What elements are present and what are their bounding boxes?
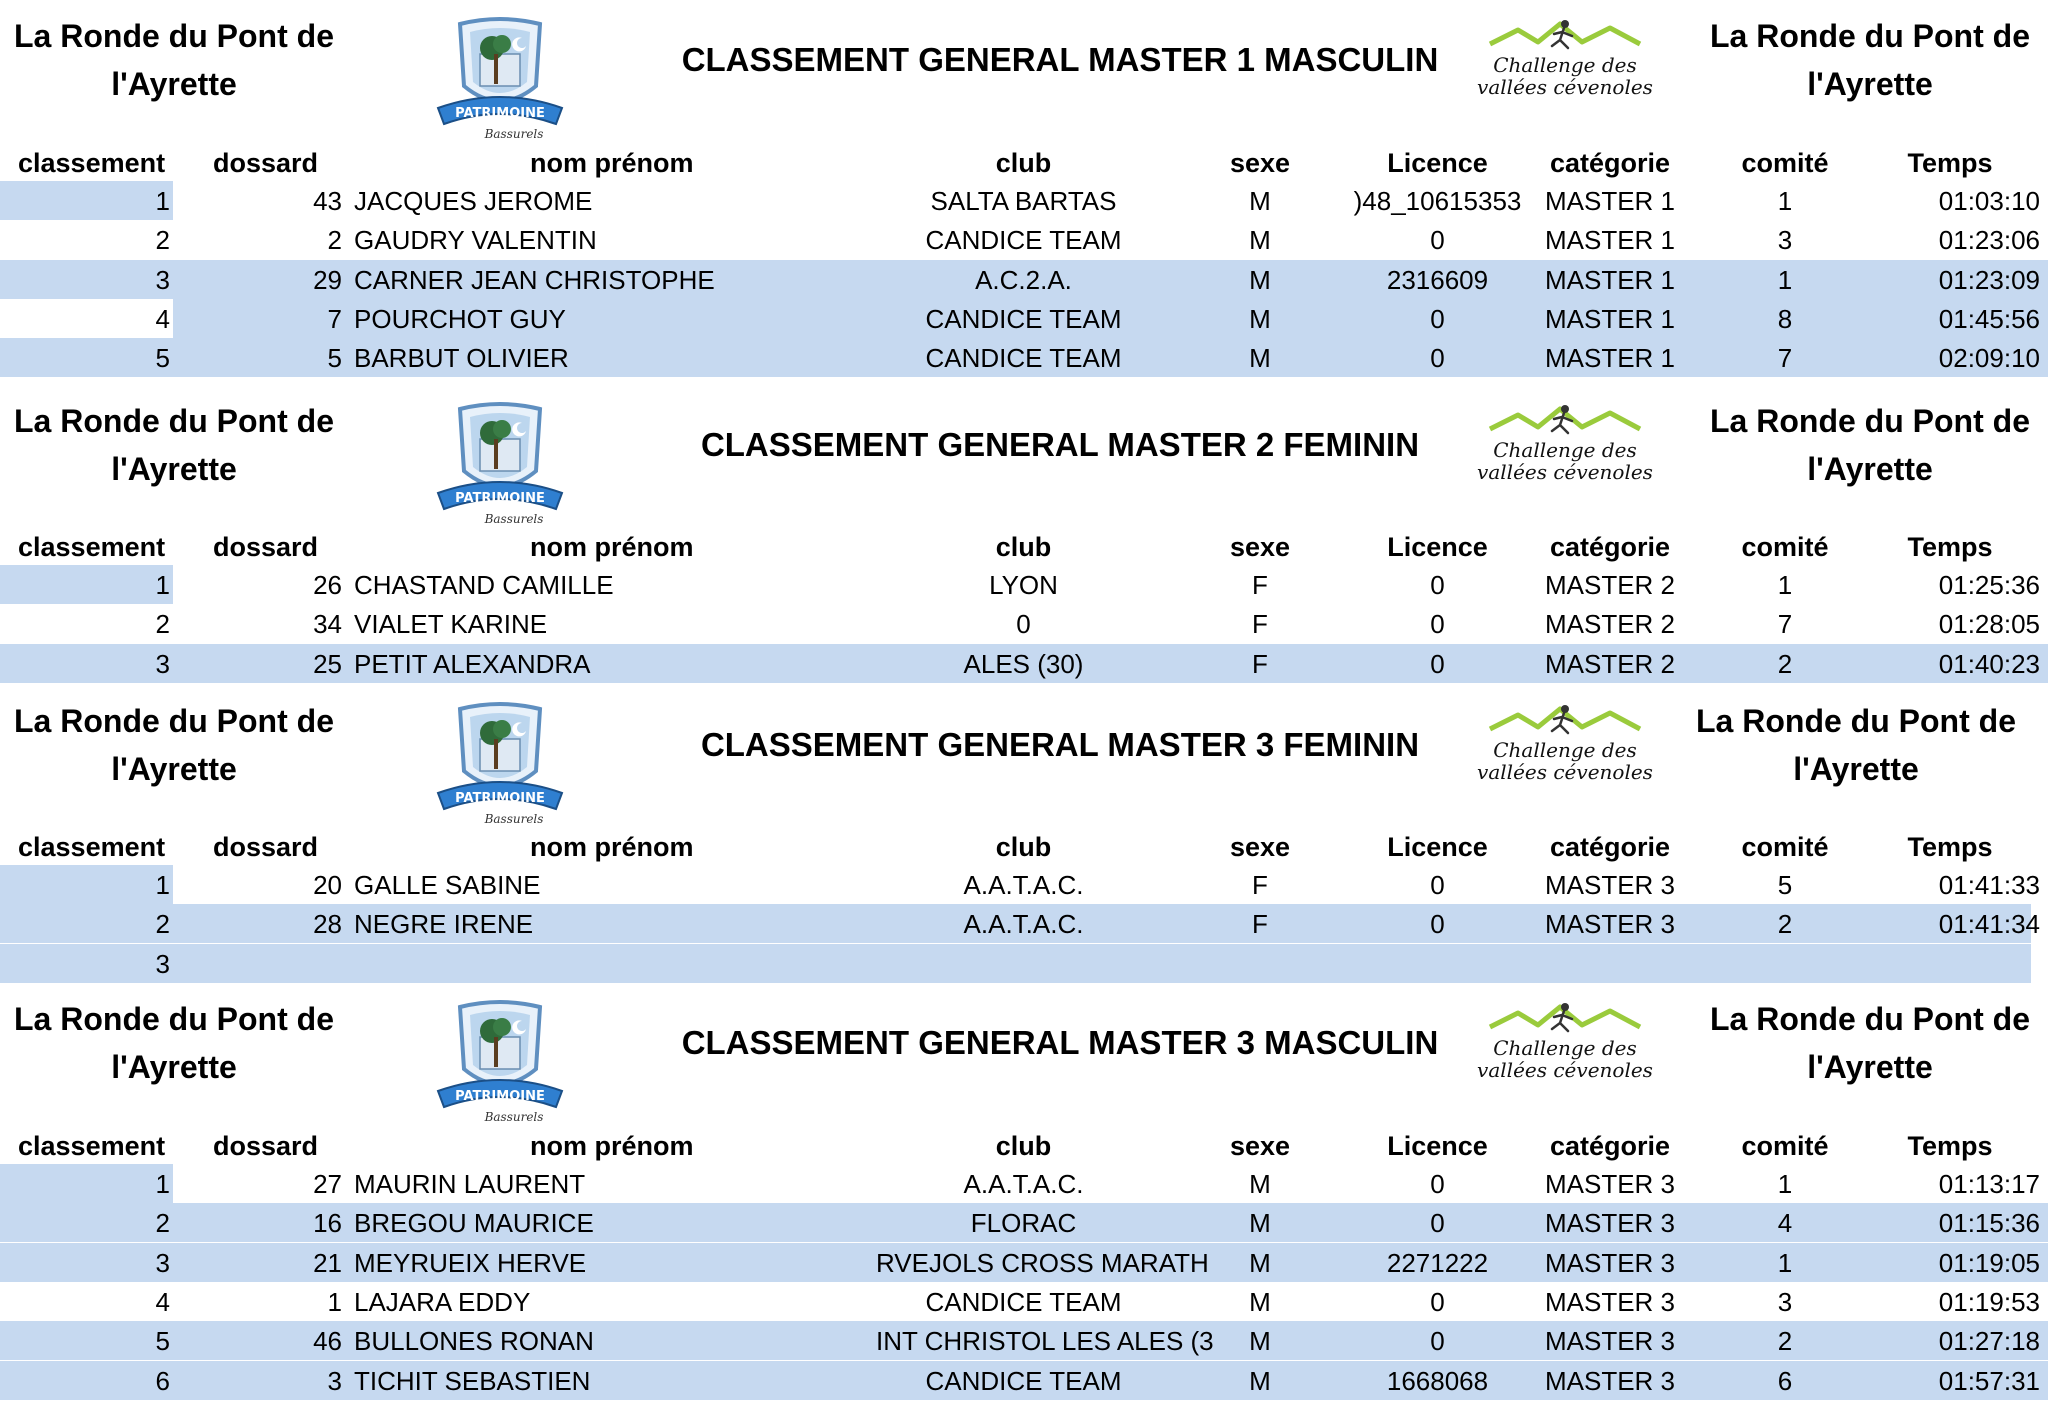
challenge-logo-icon bbox=[1460, 16, 1670, 106]
table-row bbox=[0, 260, 2048, 299]
cell-name: MAURIN LAURENT bbox=[354, 1169, 586, 1199]
column-header-rank: classement bbox=[18, 832, 166, 862]
challenge-line2: vallées cévenoles bbox=[1477, 760, 1653, 784]
cell-comite: 3 bbox=[1777, 225, 1793, 256]
cell-rank: 5 bbox=[155, 343, 170, 374]
column-header-licence: Licence bbox=[1387, 1131, 1488, 1161]
table-header bbox=[0, 827, 2048, 867]
cell-dossard: 16 bbox=[313, 1208, 342, 1239]
cell-categorie: MASTER 2 bbox=[1544, 648, 1676, 679]
cell-club: CANDICE TEAM bbox=[925, 1286, 1122, 1317]
cell-name: VIALET KARINE bbox=[354, 609, 548, 640]
cell-dossard: 7 bbox=[327, 303, 342, 334]
cell-sexe: M bbox=[1249, 1365, 1271, 1396]
cell-temps: 01:57:31 bbox=[1938, 1365, 2040, 1396]
column-header-comite: comité bbox=[1741, 1131, 1829, 1161]
column-header-categorie: catégorie bbox=[1549, 532, 1671, 562]
cell-dossard: 5 bbox=[327, 343, 342, 374]
column-header-licence: Licence bbox=[1387, 148, 1488, 178]
cell-comite: 3 bbox=[1777, 1286, 1793, 1317]
cell-rank: 1 bbox=[155, 186, 170, 216]
cell-rank: 5 bbox=[155, 1326, 170, 1357]
cell-sexe: F bbox=[1252, 570, 1268, 600]
crest-subtext: Bassurels bbox=[484, 812, 544, 826]
cell-sexe: M bbox=[1249, 264, 1271, 295]
cell-rank: 2 bbox=[155, 1208, 170, 1239]
cell-rank: 1 bbox=[155, 1169, 170, 1199]
cell-name: POURCHOT GUY bbox=[354, 303, 566, 334]
cell-licence: 0 bbox=[1430, 570, 1445, 600]
column-header-temps: Temps bbox=[1907, 532, 1993, 562]
cell-categorie: MASTER 3 bbox=[1544, 1365, 1676, 1396]
table-row bbox=[0, 338, 2048, 377]
cell-comite: 1 bbox=[1777, 186, 1793, 216]
challenge-line1: Challenge des bbox=[1493, 53, 1637, 77]
cell-licence: 0 bbox=[1430, 1169, 1445, 1199]
cell-dossard: 2 bbox=[327, 225, 342, 256]
cell-licence: 0 bbox=[1430, 225, 1445, 256]
cell-categorie: MASTER 1 bbox=[1544, 303, 1676, 334]
event-name-left: La Ronde du Pont de l'Ayrette bbox=[14, 703, 334, 787]
cell-sexe: M bbox=[1249, 343, 1271, 374]
cell-categorie: MASTER 3 bbox=[1544, 909, 1676, 940]
column-header-licence: Licence bbox=[1387, 532, 1488, 562]
cell-rank: 2 bbox=[155, 609, 170, 640]
cell-club: CANDICE TEAM bbox=[925, 1365, 1122, 1396]
cell-sexe: M bbox=[1249, 186, 1271, 216]
cell-club: ALES (30) bbox=[963, 648, 1084, 679]
column-header-rank: classement bbox=[18, 532, 166, 562]
cell-club: A.A.T.A.C. bbox=[963, 1169, 1084, 1199]
cell-licence: )48_10615353 bbox=[1353, 186, 1522, 216]
cell-club: CANDICE TEAM bbox=[925, 343, 1122, 374]
column-header-categorie: catégorie bbox=[1549, 148, 1671, 178]
challenge-line1: Challenge des bbox=[1493, 1036, 1637, 1060]
table-row bbox=[0, 644, 2048, 683]
cell-dossard: 1 bbox=[327, 1286, 342, 1317]
cell-comite: 2 bbox=[1777, 909, 1793, 940]
cell-licence: 0 bbox=[1430, 1326, 1445, 1357]
column-header-name: nom prénom bbox=[530, 1131, 694, 1161]
column-header-name: nom prénom bbox=[530, 832, 694, 862]
column-header-name: nom prénom bbox=[530, 148, 694, 178]
cell-temps: 01:45:56 bbox=[1938, 303, 2040, 334]
crest-subtext: Bassurels bbox=[484, 1110, 544, 1124]
cell-temps: 01:15:36 bbox=[1938, 1208, 2040, 1239]
column-header-comite: comité bbox=[1741, 832, 1829, 862]
table-row bbox=[0, 1243, 2048, 1282]
table-row bbox=[0, 904, 2048, 943]
cell-rank: 2 bbox=[155, 225, 170, 256]
cell-categorie: MASTER 3 bbox=[1544, 870, 1676, 900]
cell-licence: 0 bbox=[1430, 343, 1445, 374]
cell-rank: 3 bbox=[155, 264, 170, 295]
cell-categorie: MASTER 2 bbox=[1544, 609, 1676, 640]
cell-categorie: MASTER 1 bbox=[1544, 343, 1676, 374]
cell-categorie: MASTER 1 bbox=[1544, 225, 1676, 256]
column-header-dossard: dossard bbox=[213, 832, 319, 862]
cell-comite: 4 bbox=[1777, 1208, 1793, 1239]
cell-comite: 1 bbox=[1777, 570, 1793, 600]
cell-name: LAJARA EDDY bbox=[354, 1286, 531, 1317]
cell-name: JACQUES JEROME bbox=[354, 186, 593, 216]
cell-name: BREGOU MAURICE bbox=[354, 1208, 594, 1239]
crest-banner-text: PATRIMOINE bbox=[455, 491, 545, 506]
cell-licence: 1668068 bbox=[1386, 1365, 1489, 1396]
column-header-sexe: sexe bbox=[1229, 832, 1291, 862]
table-row bbox=[0, 220, 2048, 259]
cell-sexe: M bbox=[1249, 1247, 1271, 1278]
cell-temps: 01:27:18 bbox=[1938, 1326, 2040, 1357]
event-name-left: La Ronde du Pont de l'Ayrette bbox=[14, 403, 334, 487]
cell-comite: 7 bbox=[1777, 343, 1793, 374]
cell-name: GALLE SABINE bbox=[354, 870, 541, 900]
cell-licence: 0 bbox=[1430, 648, 1445, 679]
cell-temps: 01:41:34 bbox=[1938, 909, 2040, 940]
cell-club: A.C.2.A. bbox=[975, 264, 1072, 295]
cell-categorie: MASTER 3 bbox=[1544, 1208, 1676, 1239]
table-row bbox=[0, 1361, 2048, 1400]
cell-dossard: 46 bbox=[313, 1326, 342, 1357]
cell-sexe: F bbox=[1252, 870, 1268, 900]
challenge-line2: vallées cévenoles bbox=[1477, 1058, 1653, 1082]
cell-name: GAUDRY VALENTIN bbox=[354, 225, 597, 256]
cell-comite: 2 bbox=[1777, 1326, 1793, 1357]
cell-club: A.A.T.A.C. bbox=[963, 909, 1084, 940]
patrimoine-crest-icon bbox=[430, 16, 570, 146]
cell-dossard: 20 bbox=[313, 870, 342, 900]
challenge-line2: vallées cévenoles bbox=[1477, 460, 1653, 484]
event-name-right: La Ronde du Pont de l'Ayrette bbox=[1696, 703, 2016, 787]
cell-dossard: 3 bbox=[327, 1365, 342, 1396]
event-name-right: La Ronde du Pont de l'Ayrette bbox=[1710, 18, 2030, 102]
event-name-left: La Ronde du Pont de l'Ayrette bbox=[14, 1001, 334, 1085]
cell-name: CARNER JEAN CHRISTOPHE bbox=[354, 264, 715, 295]
cell-sexe: M bbox=[1249, 225, 1271, 256]
cell-name: PETIT ALEXANDRA bbox=[354, 648, 591, 679]
cell-temps: 01:23:06 bbox=[1938, 225, 2040, 256]
cell-club: CANDICE TEAM bbox=[925, 225, 1122, 256]
cell-dossard: 34 bbox=[313, 609, 342, 640]
cell-sexe: M bbox=[1249, 1169, 1271, 1199]
cell-categorie: MASTER 1 bbox=[1544, 186, 1676, 216]
cell-licence: 0 bbox=[1430, 609, 1445, 640]
cell-sexe: M bbox=[1249, 303, 1271, 334]
cell-temps: 01:40:23 bbox=[1938, 648, 2040, 679]
cell-club: RVEJOLS CROSS MARATH bbox=[876, 1247, 1209, 1278]
cell-comite: 5 bbox=[1777, 870, 1793, 900]
crest-subtext: Bassurels bbox=[484, 127, 544, 141]
column-header-sexe: sexe bbox=[1229, 532, 1291, 562]
crest-subtext: Bassurels bbox=[484, 512, 544, 526]
cell-temps: 01:13:17 bbox=[1938, 1169, 2040, 1199]
cell-comite: 8 bbox=[1777, 303, 1793, 334]
challenge-logo-icon bbox=[1460, 401, 1670, 491]
cell-rank: 2 bbox=[155, 909, 170, 940]
column-header-dossard: dossard bbox=[213, 1131, 319, 1161]
cell-temps: 02:09:10 bbox=[1938, 343, 2040, 374]
challenge-logo-icon bbox=[1460, 701, 1670, 791]
table-row bbox=[0, 299, 2048, 338]
cell-licence: 0 bbox=[1430, 1208, 1445, 1239]
cell-licence: 0 bbox=[1430, 909, 1445, 940]
column-header-temps: Temps bbox=[1907, 1131, 1993, 1161]
table-row bbox=[0, 1203, 2048, 1242]
cell-club: INT CHRISTOL LES ALES (3 bbox=[876, 1326, 1214, 1357]
cell-dossard: 27 bbox=[313, 1169, 342, 1199]
cell-dossard: 29 bbox=[313, 264, 342, 295]
patrimoine-crest-icon bbox=[430, 999, 570, 1129]
table-row bbox=[0, 604, 2048, 643]
cell-name: NEGRE IRENE bbox=[354, 909, 534, 940]
column-header-rank: classement bbox=[18, 148, 166, 178]
cell-licence: 0 bbox=[1430, 303, 1445, 334]
cell-categorie: MASTER 3 bbox=[1544, 1326, 1676, 1357]
cell-name: TICHIT SEBASTIEN bbox=[354, 1365, 591, 1396]
cell-comite: 1 bbox=[1777, 264, 1793, 295]
cell-categorie: MASTER 3 bbox=[1544, 1247, 1676, 1278]
cell-comite: 7 bbox=[1777, 609, 1793, 640]
column-header-licence: Licence bbox=[1387, 832, 1488, 862]
column-header-club: club bbox=[995, 532, 1052, 562]
column-header-club: club bbox=[995, 1131, 1052, 1161]
cell-name: BULLONES RONAN bbox=[354, 1326, 594, 1357]
cell-name: BARBUT OLIVIER bbox=[354, 343, 569, 374]
cell-licence: 2271222 bbox=[1386, 1247, 1489, 1278]
cell-comite: 1 bbox=[1777, 1169, 1793, 1199]
cell-rank: 3 bbox=[155, 948, 170, 979]
column-header-categorie: catégorie bbox=[1549, 1131, 1671, 1161]
cell-dossard: 25 bbox=[313, 648, 342, 679]
cell-sexe: F bbox=[1252, 909, 1268, 940]
column-header-name: nom prénom bbox=[530, 532, 694, 562]
cell-temps: 01:23:09 bbox=[1938, 264, 2040, 295]
cell-dossard: 21 bbox=[313, 1247, 342, 1278]
column-header-dossard: dossard bbox=[213, 532, 319, 562]
patrimoine-crest-icon bbox=[430, 401, 570, 531]
column-header-dossard: dossard bbox=[213, 148, 319, 178]
section-title: CLASSEMENT GENERAL MASTER 3 FEMININ bbox=[700, 726, 1420, 763]
table-row bbox=[0, 944, 2048, 983]
challenge-line2: vallées cévenoles bbox=[1477, 75, 1653, 99]
crest-banner-text: PATRIMOINE bbox=[455, 106, 545, 121]
section-title: CLASSEMENT GENERAL MASTER 1 MASCULIN bbox=[681, 41, 1439, 78]
cell-licence: 2316609 bbox=[1386, 264, 1489, 295]
column-header-temps: Temps bbox=[1907, 832, 1993, 862]
cell-club: CANDICE TEAM bbox=[925, 303, 1122, 334]
cell-temps: 01:25:36 bbox=[1938, 570, 2040, 600]
table-row bbox=[0, 1321, 2048, 1360]
table-row bbox=[0, 1282, 2048, 1321]
cell-temps: 01:19:53 bbox=[1938, 1286, 2040, 1317]
column-header-categorie: catégorie bbox=[1549, 832, 1671, 862]
cell-categorie: MASTER 3 bbox=[1544, 1286, 1676, 1317]
crest-banner-text: PATRIMOINE bbox=[455, 791, 545, 806]
cell-sexe: M bbox=[1249, 1326, 1271, 1357]
event-name-left: La Ronde du Pont de l'Ayrette bbox=[14, 18, 334, 102]
event-name-right: La Ronde du Pont de l'Ayrette bbox=[1710, 403, 2030, 487]
cell-name: MEYRUEIX HERVE bbox=[354, 1247, 587, 1278]
cell-categorie: MASTER 2 bbox=[1544, 570, 1676, 600]
cell-comite: 1 bbox=[1777, 1247, 1793, 1278]
section-title: CLASSEMENT GENERAL MASTER 3 MASCULIN bbox=[681, 1024, 1439, 1061]
cell-sexe: M bbox=[1249, 1286, 1271, 1317]
cell-club: LYON bbox=[989, 570, 1058, 600]
cell-categorie: MASTER 3 bbox=[1544, 1169, 1676, 1199]
cell-sexe: F bbox=[1252, 609, 1268, 640]
column-header-sexe: sexe bbox=[1229, 1131, 1291, 1161]
cell-club: 0 bbox=[1016, 609, 1031, 640]
crest-banner-text: PATRIMOINE bbox=[455, 1089, 545, 1104]
event-name-right: La Ronde du Pont de l'Ayrette bbox=[1710, 1001, 2030, 1085]
cell-comite: 6 bbox=[1777, 1365, 1793, 1396]
challenge-logo-icon bbox=[1460, 999, 1670, 1089]
cell-comite: 2 bbox=[1777, 648, 1793, 679]
cell-sexe: M bbox=[1249, 1208, 1271, 1239]
column-header-comite: comité bbox=[1741, 532, 1829, 562]
cell-temps: 01:03:10 bbox=[1938, 186, 2040, 216]
cell-rank: 4 bbox=[155, 303, 170, 334]
column-header-comite: comité bbox=[1741, 148, 1829, 178]
cell-club: SALTA BARTAS bbox=[930, 186, 1117, 216]
challenge-line1: Challenge des bbox=[1493, 738, 1637, 762]
table-row bbox=[0, 865, 2048, 904]
cell-licence: 0 bbox=[1430, 870, 1445, 900]
table-header bbox=[0, 1126, 2048, 1166]
cell-rank: 4 bbox=[155, 1286, 170, 1317]
cell-sexe: F bbox=[1252, 648, 1268, 679]
column-header-sexe: sexe bbox=[1229, 148, 1291, 178]
cell-rank: 1 bbox=[155, 870, 170, 900]
cell-rank: 1 bbox=[155, 570, 170, 600]
cell-club: FLORAC bbox=[970, 1208, 1077, 1239]
cell-temps: 01:19:05 bbox=[1938, 1247, 2040, 1278]
column-header-club: club bbox=[995, 148, 1052, 178]
cell-temps: 01:41:33 bbox=[1938, 870, 2040, 900]
column-header-rank: classement bbox=[18, 1131, 166, 1161]
cell-dossard: 26 bbox=[313, 570, 342, 600]
table-row bbox=[0, 181, 2048, 220]
cell-licence: 0 bbox=[1430, 1286, 1445, 1317]
table-header bbox=[0, 143, 2048, 183]
cell-temps: 01:28:05 bbox=[1938, 609, 2040, 640]
table-row bbox=[0, 1164, 2048, 1203]
column-header-club: club bbox=[995, 832, 1052, 862]
table-header bbox=[0, 527, 2048, 567]
cell-name: CHASTAND CAMILLE bbox=[354, 570, 614, 600]
challenge-line1: Challenge des bbox=[1493, 438, 1637, 462]
patrimoine-crest-icon bbox=[430, 701, 570, 831]
cell-categorie: MASTER 1 bbox=[1544, 264, 1676, 295]
cell-rank: 6 bbox=[155, 1365, 170, 1396]
cell-rank: 3 bbox=[155, 1247, 170, 1278]
cell-dossard: 43 bbox=[313, 186, 342, 216]
cell-rank: 3 bbox=[155, 648, 170, 679]
cell-club: A.A.T.A.C. bbox=[963, 870, 1084, 900]
table-row bbox=[0, 565, 2048, 604]
column-header-temps: Temps bbox=[1907, 148, 1993, 178]
cell-dossard: 28 bbox=[313, 909, 342, 940]
section-title: CLASSEMENT GENERAL MASTER 2 FEMININ bbox=[700, 426, 1420, 463]
